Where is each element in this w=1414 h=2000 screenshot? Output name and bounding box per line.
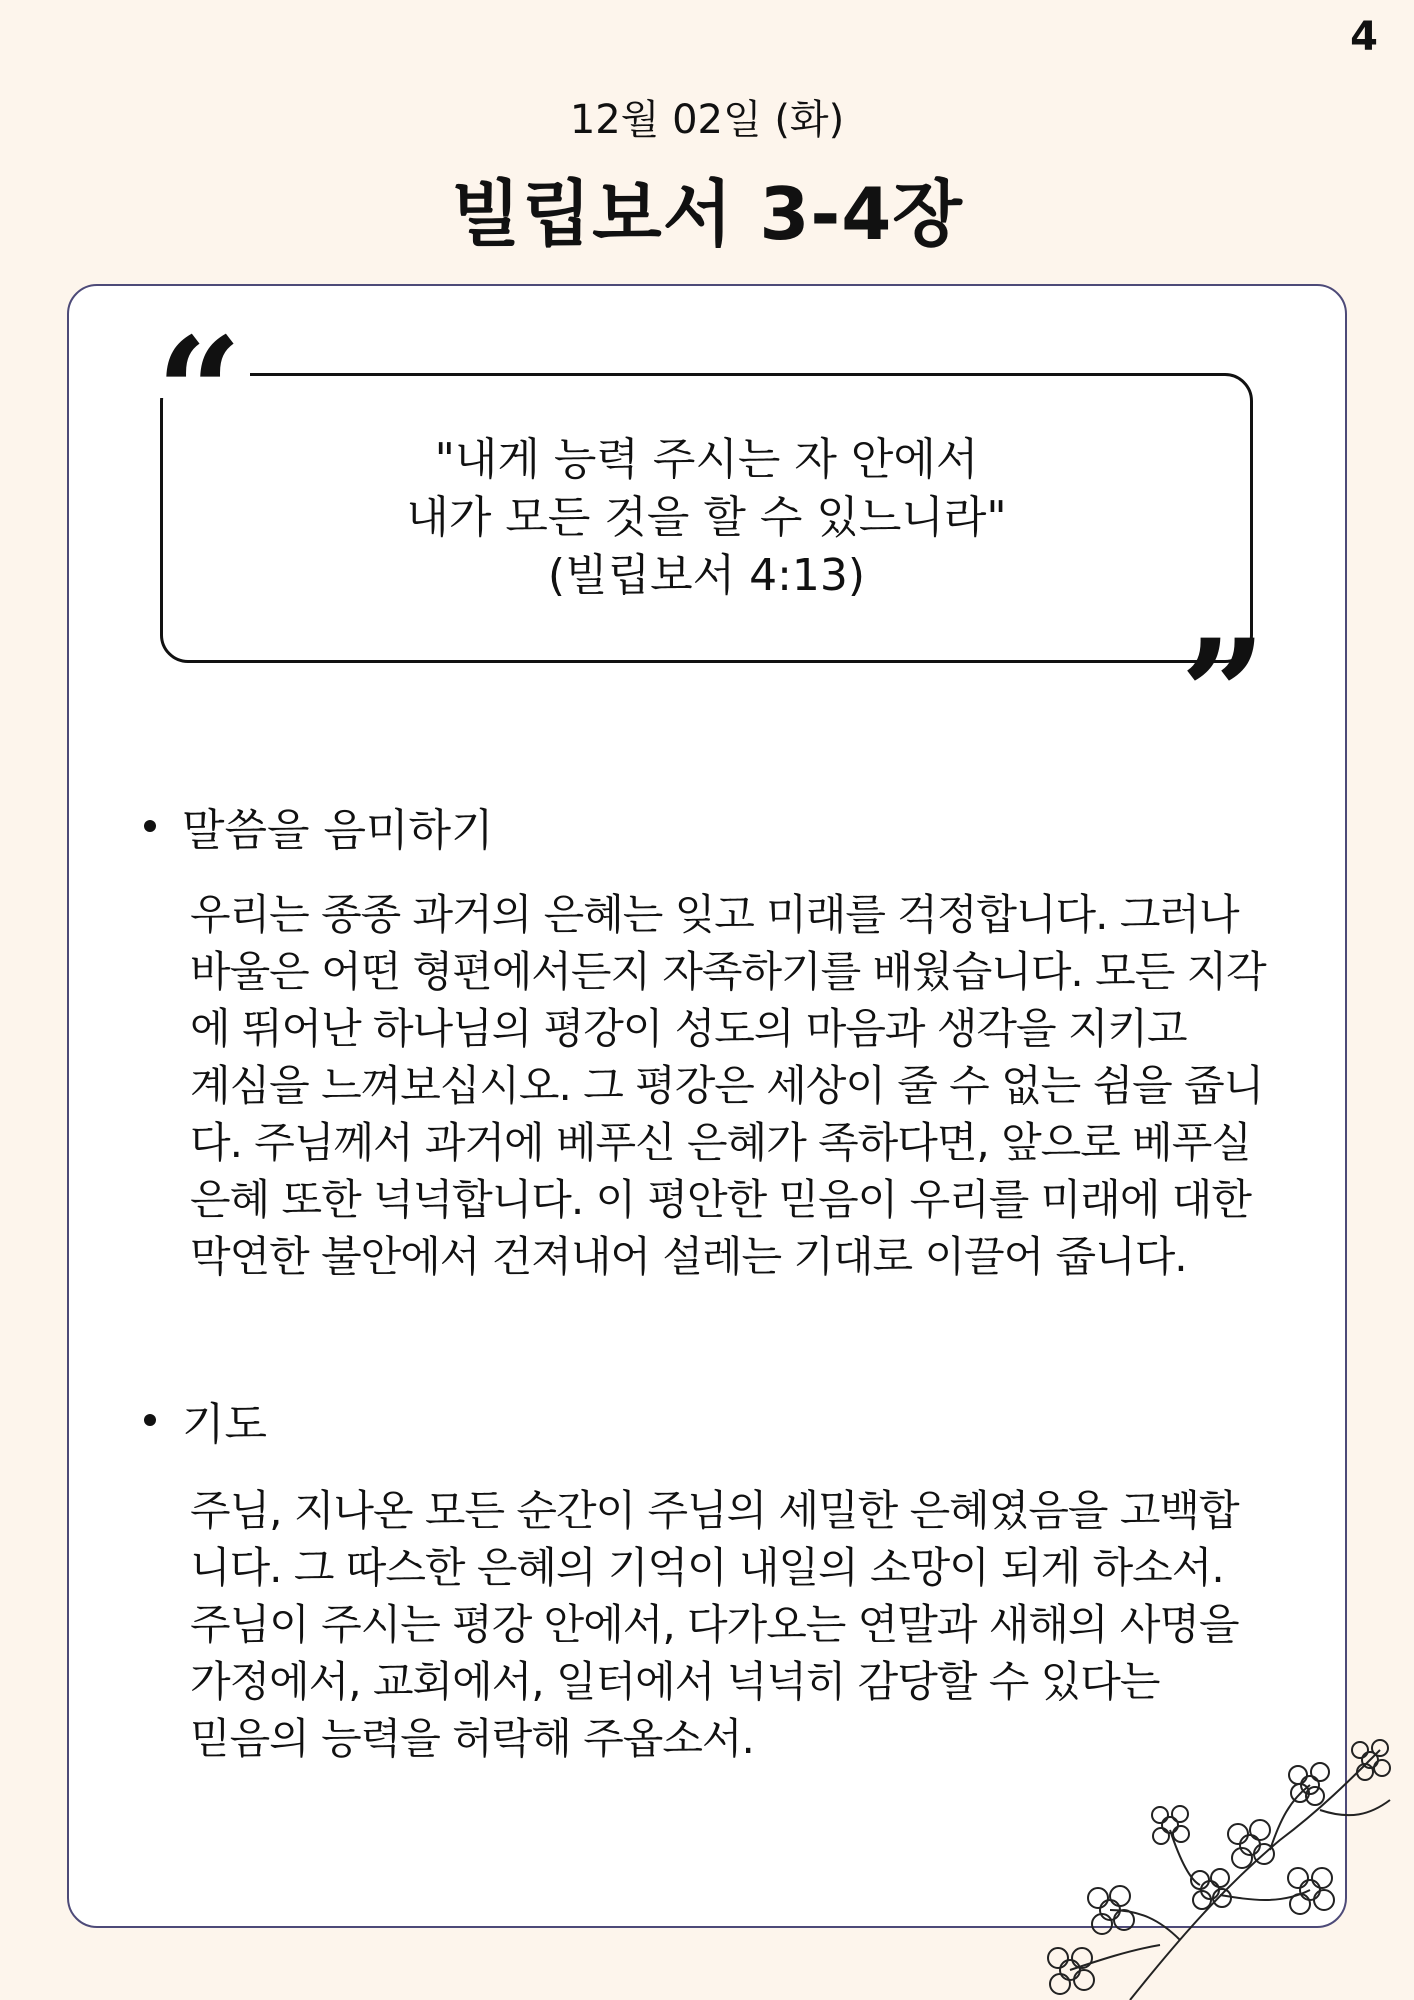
text-line: 가정에서, 교회에서, 일터에서 넉넉히 감당할 수 있다는: [190, 1657, 1160, 1706]
text-line: 우리는 종종 과거의 은혜는 잊고 미래를 걱정합니다. 그러나: [190, 890, 1239, 939]
cherry-blossom-illustration-icon: [1020, 1730, 1414, 2000]
close-quote-icon: ”: [1180, 607, 1267, 783]
text-line: 니다. 그 따스한 은혜의 기억이 내일의 소망이 되게 하소서.: [190, 1543, 1224, 1592]
date-heading: 12월 02일 (화): [569, 97, 845, 143]
quote-line: "내게 능력 주시는 자 안에서: [434, 434, 979, 485]
section-heading-label: 기도: [182, 1399, 268, 1450]
text-line: 믿음의 능력을 허락해 주옵소서.: [190, 1714, 754, 1763]
text-line: 에 뛰어난 하나님의 평강이 성도의 마음과 생각을 지키고: [190, 1004, 1187, 1053]
page-number: 4: [1350, 14, 1378, 60]
scripture-quote-box: [160, 373, 1253, 663]
section-heading-prayer: [144, 1388, 267, 1452]
page-title: 빌립보서 3-4장: [451, 172, 963, 256]
text-line: 은혜 또한 넉넉합니다. 이 평안한 믿음이 우리를 미래에 대한: [190, 1175, 1251, 1224]
quote-line: 내가 모든 것을 할 수 있느니라": [406, 492, 1007, 543]
text-line: 주님이 주시는 평강 안에서, 다가오는 연말과 새해의 사명을: [190, 1600, 1239, 1649]
text-line: 다. 주님께서 과거에 베푸신 은혜가 족하다면, 앞으로 베푸실: [190, 1118, 1251, 1167]
text-line: 막연한 불안에서 건져내어 설레는 기대로 이끌어 줍니다.: [190, 1232, 1187, 1281]
text-line: 주님, 지나온 모든 순간이 주님의 세밀한 은혜였음을 고백합: [190, 1486, 1239, 1535]
open-quote-icon: “: [148, 318, 250, 398]
bullet-icon: [144, 1414, 156, 1426]
section-heading-meditation: [144, 794, 494, 858]
meditation-text: [190, 886, 1270, 1285]
quote-reference: (빌립보서 4:13): [547, 550, 866, 601]
text-line: 계심을 느껴보십시오. 그 평강은 세상이 줄 수 없는 쉼을 줍니: [190, 1061, 1264, 1110]
section-heading-label: 말씀을 음미하기: [182, 805, 494, 856]
text-line: 바울은 어떤 형편에서든지 자족하기를 배웠습니다. 모든 지각: [190, 947, 1266, 996]
bullet-icon: [144, 820, 156, 832]
prayer-text: [190, 1482, 1270, 1767]
